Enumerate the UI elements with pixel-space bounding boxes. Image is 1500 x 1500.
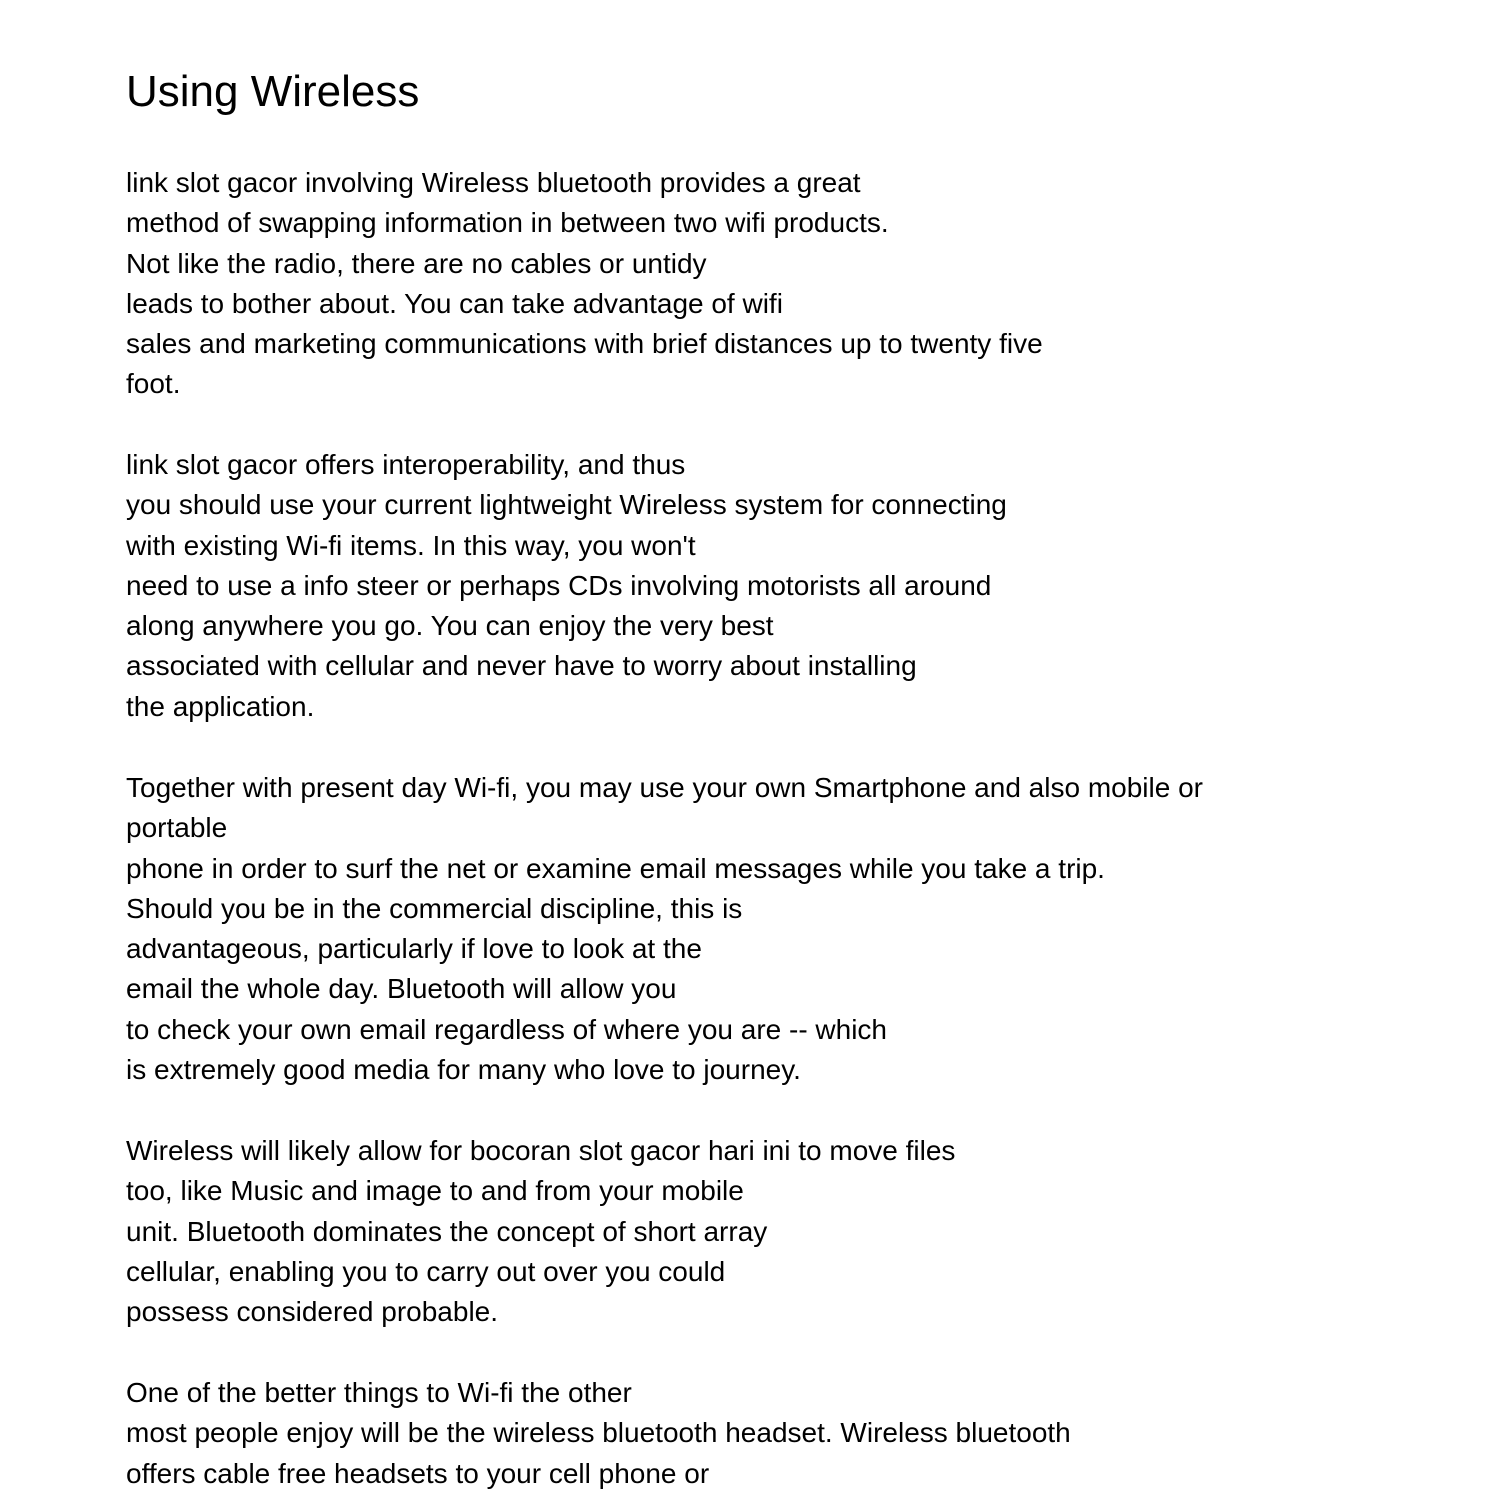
document-page (126, 0, 1416, 1500)
text-line: Not like the radio, there are no cables or untidy (126, 247, 707, 279)
paragraph-2 (126, 445, 1416, 727)
text-line: possess considered probable. (126, 1296, 499, 1328)
text-line: you should use your current lightweight Wireless system for connecting (126, 489, 1007, 521)
text-line: cellular, enabling you to carry out over you could (126, 1255, 726, 1287)
text-line: email the whole day. Bluetooth will allow you (126, 973, 677, 1005)
text-line: link slot gacor offers interoperability, and thus (126, 449, 686, 480)
text-line: the application. (126, 690, 315, 722)
text-line: foot. (126, 368, 181, 400)
text-line: need to use a info steer or perhaps CDs involving motorists all around (126, 569, 992, 601)
text-line: to check your own email regardless of where you are -- which (126, 1013, 888, 1045)
text-line: with existing Wi-fi items. In this way, you won't (126, 529, 696, 561)
text-line: unit. Bluetooth dominates the concept of short array (126, 1215, 768, 1247)
text-line: Wireless will likely allow for bocoran slot gacor hari ini to move files (126, 1135, 956, 1166)
text-line: method of swapping information in between two wifi products. (126, 207, 889, 239)
text-line: too, like Music and image to and from your mobile (126, 1175, 744, 1207)
text-line: most people enjoy will be the wireless bluetooth headset. Wireless bluetooth (126, 1417, 1071, 1449)
text-line: leads to bother about. You can take advantage of wifi (126, 287, 783, 319)
text-line: advantageous, particularly if love to look at the (126, 933, 702, 965)
text-line: sales and marketing communications with brief distances up to twenty five (126, 328, 1043, 360)
text-line: One of the better things to Wi-fi the other (126, 1377, 632, 1408)
text-line: Together with present day Wi-fi, you may use your own Smartphone and also mobile or (126, 772, 1203, 803)
text-line: phone in order to surf the net or examine email messages while you take a trip. (126, 852, 1105, 884)
text-line: portable (126, 812, 228, 844)
text-line: offers cable free headsets to your cell phone or (126, 1457, 710, 1489)
text-line: along anywhere you go. You can enjoy the very best (126, 610, 774, 642)
text-line: associated with cellular and never have to worry about installing (126, 650, 917, 682)
paragraph-1 (126, 163, 1416, 405)
text-line: link slot gacor involving Wireless bluetooth provides a great (126, 167, 861, 198)
paragraph-4 (126, 1131, 1416, 1332)
document-title: Using Wireless (126, 67, 420, 116)
text-line: Should you be in the commercial discipline, this is (126, 892, 743, 924)
text-line: is extremely good media for many who love to journey. (126, 1054, 801, 1086)
paragraph-5 (126, 1373, 1416, 1494)
paragraph-3 (126, 768, 1416, 1090)
